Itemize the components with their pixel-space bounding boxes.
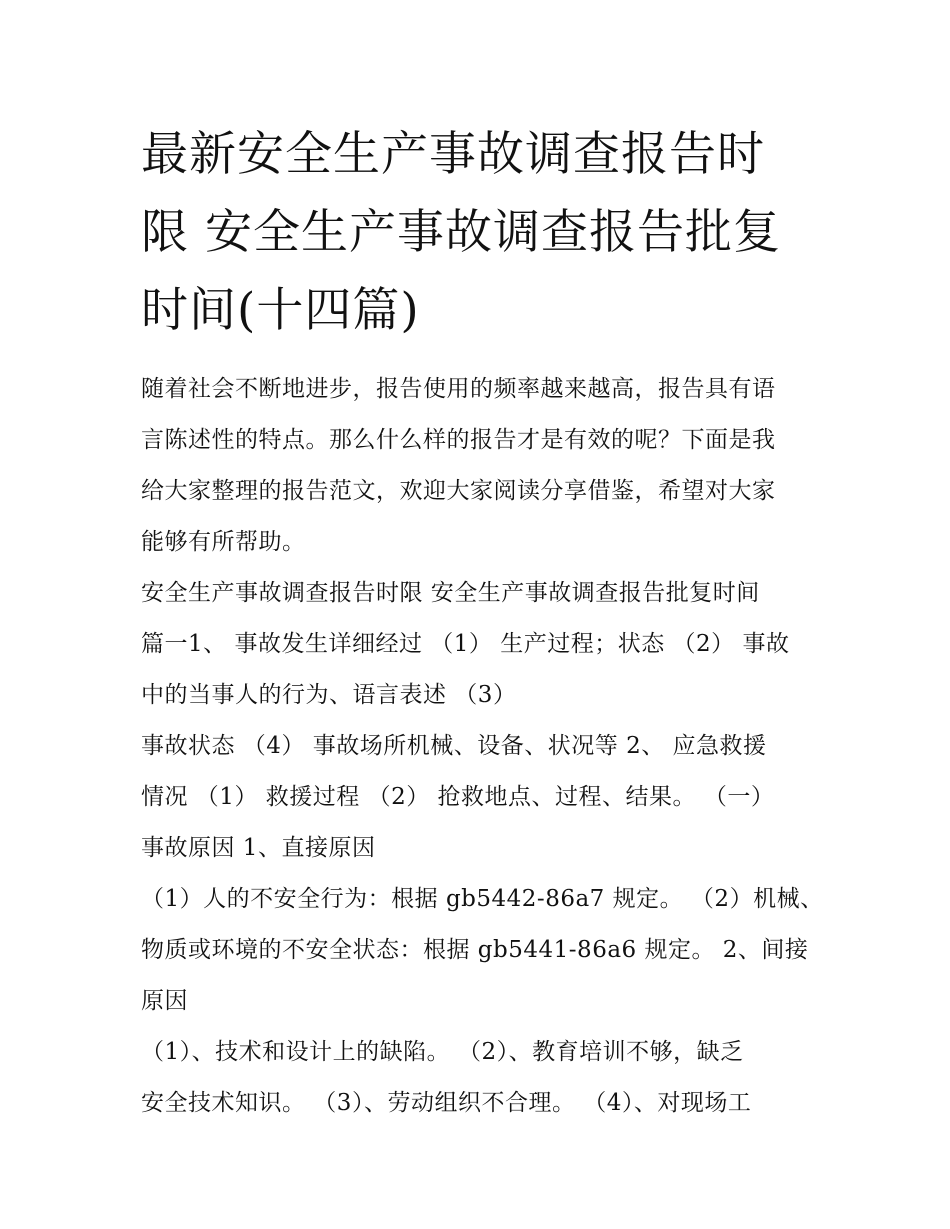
body-line: 随着社会不断地进步，报告使用的频率越来越高，报告具有语 — [141, 376, 776, 402]
body-line: 中的当事人的行为、语言表述 （3） — [141, 682, 517, 708]
body-line: （1）人的不安全行为：根据 gb5442-86a7 规定。 （2）机械、 — [141, 886, 824, 912]
title-line: 时间(十四篇) — [141, 283, 420, 338]
body-line: 原因 — [141, 988, 188, 1014]
document-title — [141, 116, 821, 350]
body-line: 事故状态 （4） 事故场所机械、设备、状况等 2、 应急救援 — [141, 733, 767, 759]
body-line: 物质或环境的不安全状态：根据 gb5441-86a6 规定。 2、间接 — [141, 937, 809, 963]
document-body — [141, 364, 824, 1129]
title-line: 最新安全生产事故调查报告时 — [141, 127, 765, 182]
document-page — [141, 116, 824, 1129]
body-line: （1）、技术和设计上的缺陷。 （2）、教育培训不够，缺乏 — [141, 1039, 744, 1065]
body-line: 给大家整理的报告范文，欢迎大家阅读分享借鉴，希望对大家 — [141, 478, 776, 504]
body-line: 事故原因 1、直接原因 — [141, 835, 376, 861]
body-line: 安全生产事故调查报告时限 安全生产事故调查报告批复时间 — [141, 580, 760, 606]
body-line: 安全技术知识。 （3）、劳动组织不合理。 （4）、对现场工 — [141, 1090, 752, 1116]
title-line: 限 安全生产事故调查报告批复 — [141, 205, 781, 260]
body-line: 篇一1、 事故发生详细经过 （1） 生产过程；状态 （2） 事故 — [141, 631, 790, 657]
body-line: 能够有所帮助。 — [141, 529, 306, 555]
body-line: 情况 （1） 救援过程 （2） 抢救地点、过程、结果。 （一） — [141, 784, 775, 810]
body-line: 言陈述性的特点。那么什么样的报告才是有效的呢？下面是我 — [141, 427, 776, 453]
